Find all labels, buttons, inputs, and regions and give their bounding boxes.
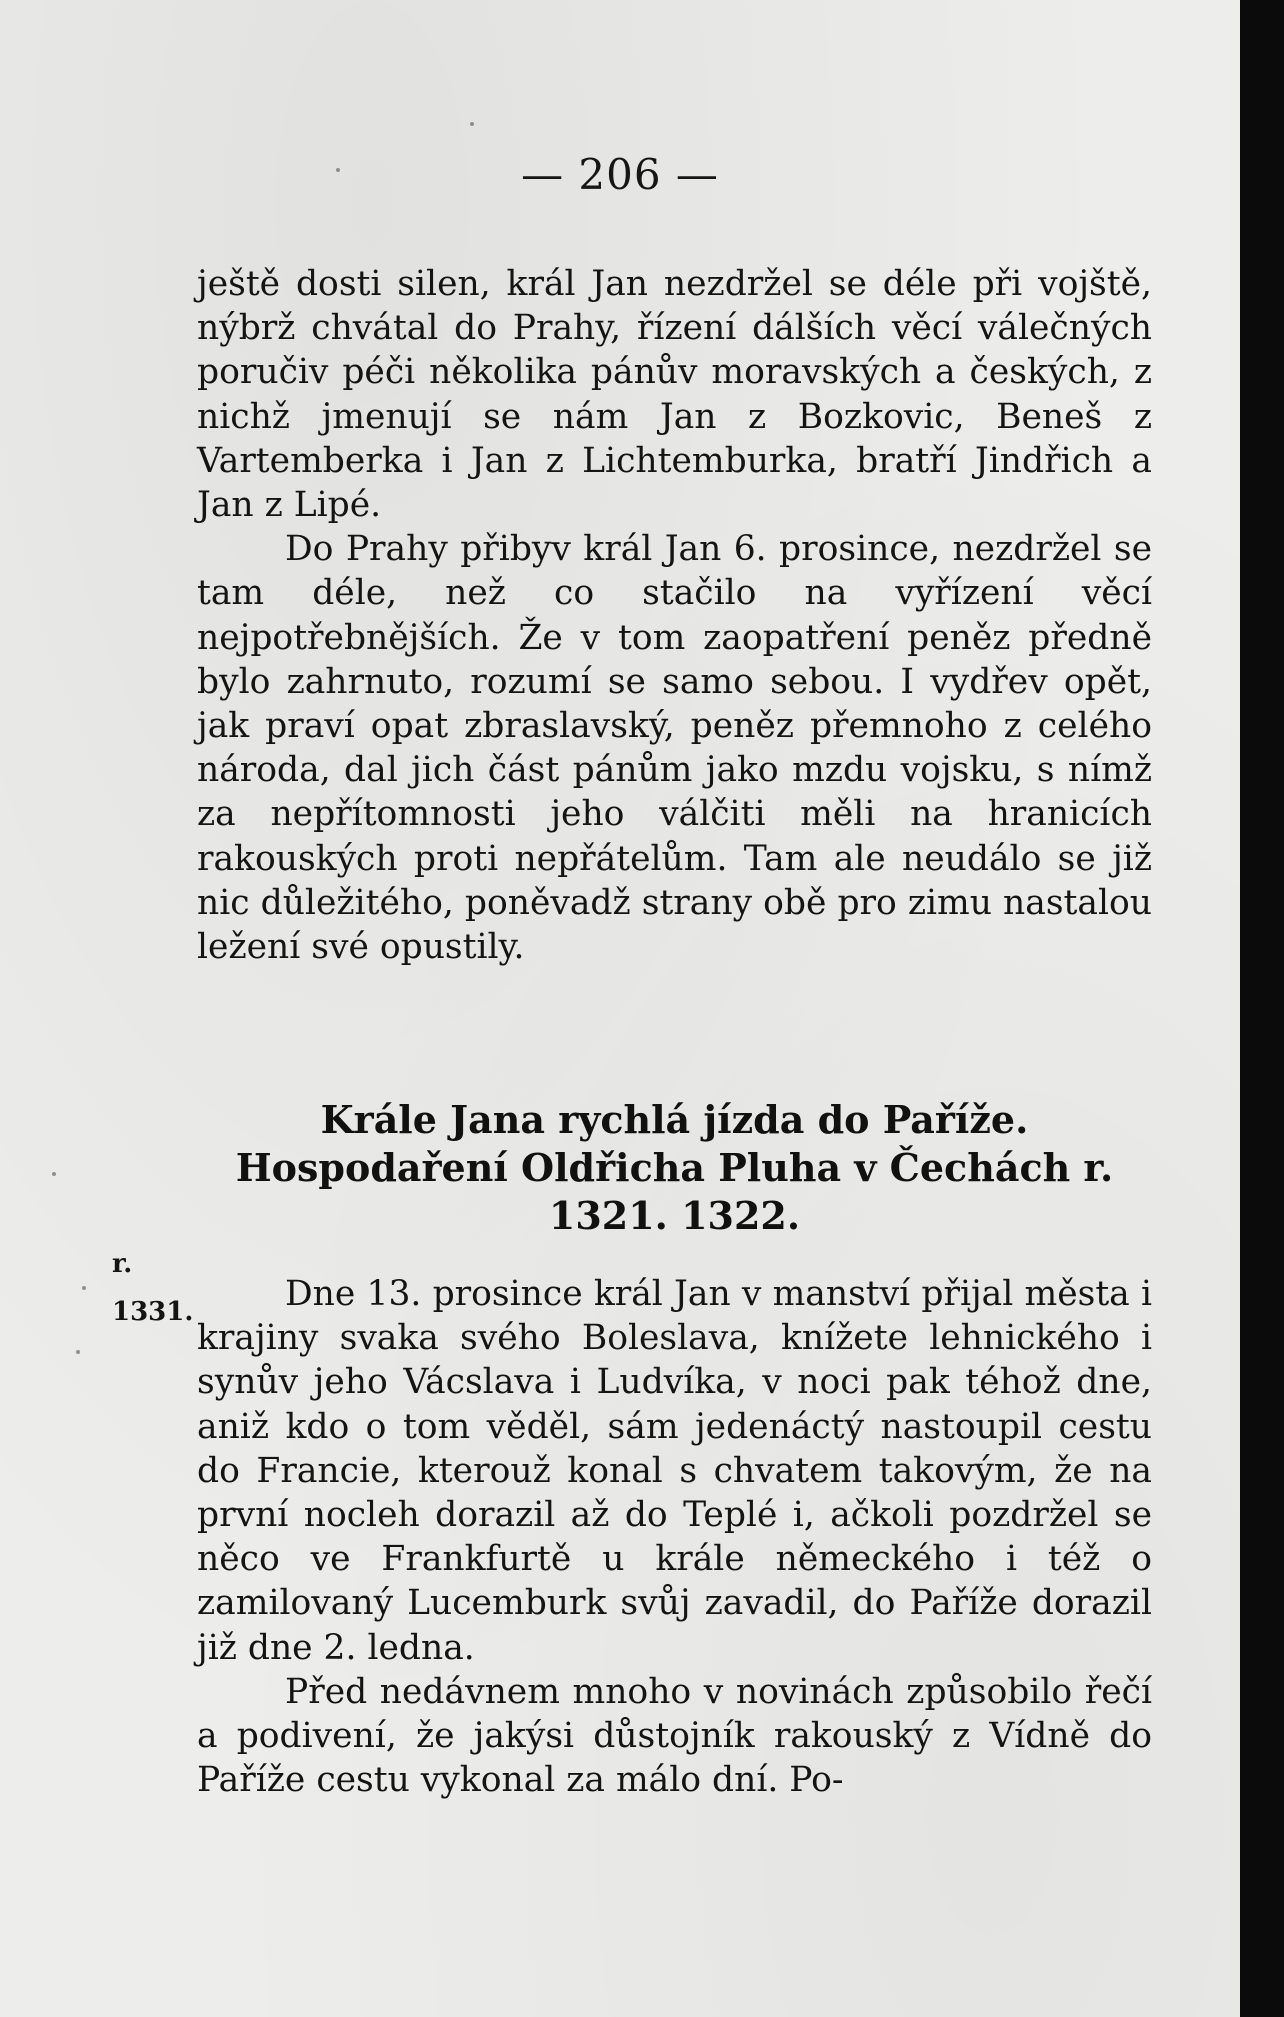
margin-note-line: r. [112, 1249, 133, 1279]
paragraph: Dne 13. prosince král Jan v manství přijal města i krajiny svaka svého Boleslava, knížete lehnického i synův jeho Vácslava i Ludvíka, v noci pak téhož dne, aniž kdo o tom věděl, sám jedenáctý nastoupil cestu do Francie, kterouž konal s chvatem takovým, že na první nocleh dorazil až do Teplé i, ačkoli pozdržel se něco ve Frankfurtě u krále německého i též o zamilovaný Lucemburk svůj zavadil, do Paříže dorazil již dne 2. ledna. [197, 1274, 1152, 1668]
paragraph: Před nedávnem mnoho v novinách způsobilo řečí a podivení, že jakýsi důstojník rakouský z Vídně do Paříže cestu vykonal za málo dní. Po- [197, 1671, 1152, 1801]
section-heading: Krále Jana rychlá jízda do Paříže. Hospodaření Oldřicha Pluha v Čechách r. 1321. 1322. [235, 1097, 1114, 1238]
paper-speck [82, 1286, 86, 1290]
page-number: — 206 — [521, 150, 719, 199]
margin-year-note [112, 1240, 192, 1336]
paragraph: Do Prahy přibyv král Jan 6. prosince, nezdržel se tam déle, než co stačilo na vyřízení věcí nejpotřebnějších. Že v tom zaopatření peněz předně bylo zahrnuto, rozumí se samo sebou. I vydřev opět, jak praví opat zbraslavský, peněz přemnoho z celého národa, dal jich část pánům jako mzdu vojsku, s nímž za nepřítomnosti jeho válčiti měli na hranicích rakouských proti nepřátelům. Tam ale neudálo se již nic důležitého, poněvadž strany obě pro zimu nastalou ležení své opustily. [197, 529, 1152, 968]
scan-dark-edge [1240, 0, 1284, 2017]
paper-speck [52, 1172, 56, 1176]
paper-speck [76, 1350, 80, 1354]
body-text-top [197, 262, 1152, 969]
paragraph: ještě dosti silen, král Jan nezdržel se déle při vojště, nýbrž chvátal do Prahy, řízení dálších věcí válečných poručiv péči několika pánův moravských a českých, z nichž jmenují se nám Jan z Bozkovic, Beneš z Vartemberka i Jan z Lichtemburka, bratří Jindřich a Jan z Lipé. [197, 264, 1152, 526]
margin-note-line: 1331. [112, 1297, 194, 1327]
paper-speck [470, 122, 474, 126]
body-text-bottom [197, 1272, 1152, 1802]
